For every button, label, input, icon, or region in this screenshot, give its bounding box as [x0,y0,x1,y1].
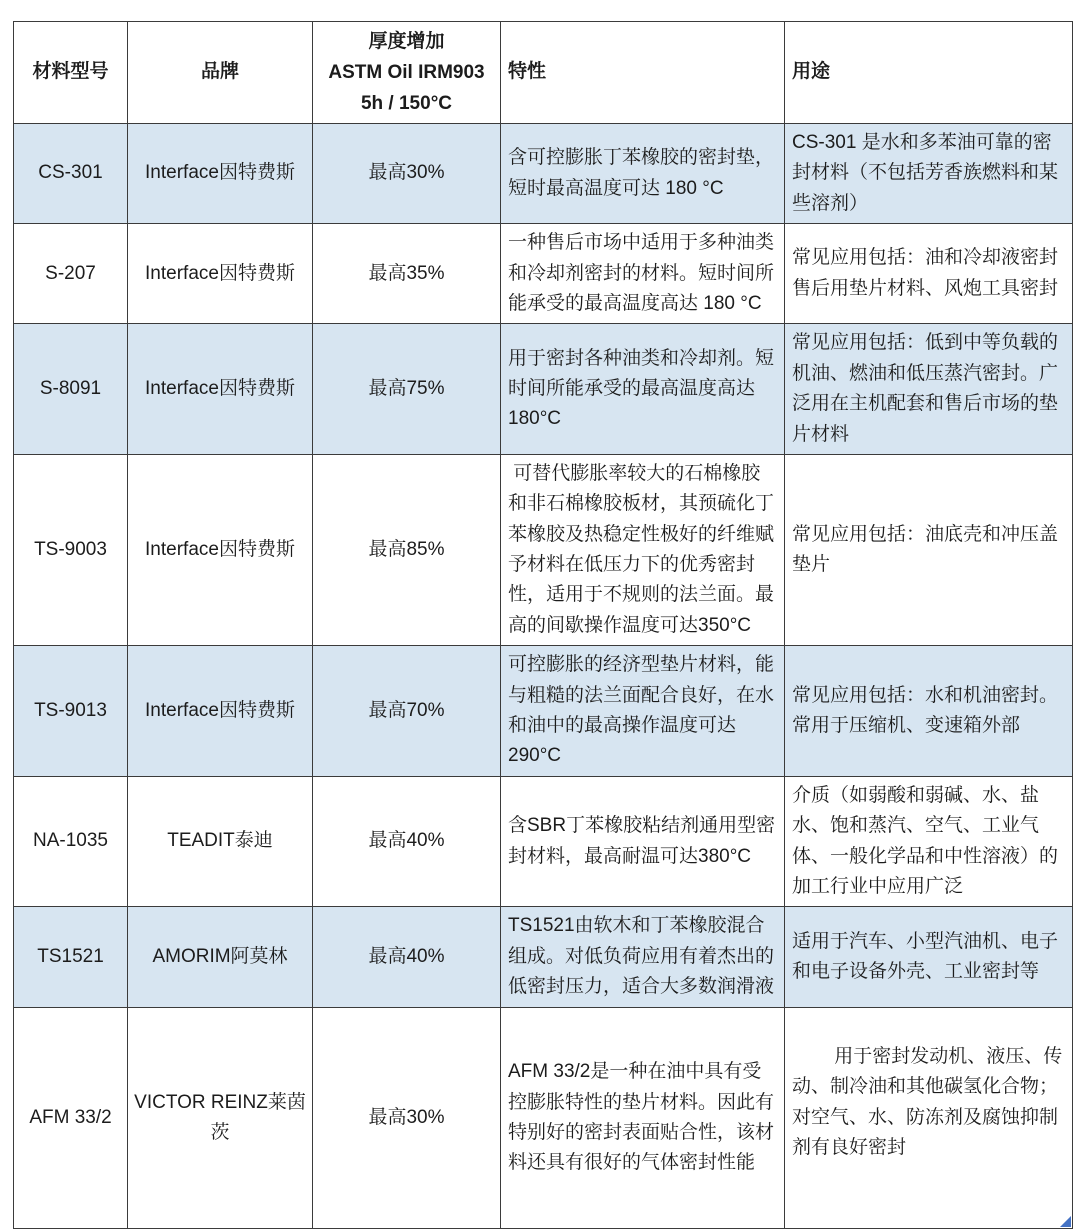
table-row-na1035 [14,776,1073,907]
header-row [14,22,1073,124]
cell-thickness: 最高40% [313,907,501,1007]
table-row-ts1521 [14,907,1073,1007]
table-row-afm332 [14,1007,1073,1229]
cell-brand: VICTOR REINZ莱茵茨 [128,1007,313,1229]
cell-model: CS-301 [14,124,128,224]
cell-model: TS-9013 [14,646,128,777]
cell-feature: 可控膨胀的经济型垫片材料，能与粗糙的法兰面配合良好，在水和油中的最高操作温度可达290°C [501,646,785,777]
cell-feature: 含可控膨胀丁苯橡胶的密封垫，短时最高温度可达 180 °C [501,124,785,224]
header-usage: 用途 [785,22,1073,124]
table-row-s207 [14,224,1073,324]
cell-feature: 可替代膨胀率较大的石棉橡胶和非石棉橡胶板材，其预硫化丁苯橡胶及热稳定性极好的纤维赋予材料在低压力下的优秀密封性，适用于不规则的法兰面。最高的间歇操作温度可达350°C [501,454,785,645]
cell-model: S-207 [14,224,128,324]
header-feature: 特性 [501,22,785,124]
cell-brand: Interface因特费斯 [128,454,313,645]
header-model: 材料型号 [14,22,128,124]
cell-usage: 常见应用包括：油和冷却液密封售后用垫片材料、风炮工具密封 [785,224,1073,324]
cell-thickness: 最高75% [313,324,501,455]
table-row-s8091 [14,324,1073,455]
cell-model: AFM 33/2 [14,1007,128,1229]
table-row-cs301 [14,124,1073,224]
cell-feature: 含SBR丁苯橡胶粘结剂通用型密封材料，最高耐温可达380°C [501,776,785,907]
cell-feature: TS1521由软木和丁苯橡胶混合组成。对低负荷应用有着杰出的低密封压力，适合大多数润滑液 [501,907,785,1007]
cell-thickness: 最高40% [313,776,501,907]
cell-thickness: 最高30% [313,1007,501,1229]
cell-usage: 常见应用包括：水和机油密封。常用于压缩机、变速箱外部 [785,646,1073,777]
cell-usage: CS-301 是水和多苯油可靠的密封材料（不包括芳香族燃料和某些溶剂） [785,124,1073,224]
header-brand: 品牌 [128,22,313,124]
cell-usage: 常见应用包括：低到中等负载的机油、燃油和低压蒸汽密封。广泛用在主机配套和售后市场的垫片材料 [785,324,1073,455]
header-thickness-line1: 厚度增加 [368,31,445,52]
cell-thickness: 最高85% [313,454,501,645]
cell-thickness: 最高35% [313,224,501,324]
header-thickness-line3: 5h / 150°C [360,93,453,114]
cell-brand: Interface因特费斯 [128,124,313,224]
cell-usage: 适用于汽车、小型汽油机、电子和电子设备外壳、工业密封等 [785,907,1073,1007]
cell-brand: Interface因特费斯 [128,646,313,777]
cell-overflow-marker-icon [1060,1216,1071,1227]
header-thickness-line2: ASTM Oil IRM903 [328,62,485,83]
cell-usage-text: 用于密封发动机、液压、传动、制冷油和其他碳氢化合物；对空气、水、防冻剂及腐蚀抑制剂有良好密封 [792,1045,1063,1159]
cell-thickness: 最高70% [313,646,501,777]
cell-thickness: 最高30% [313,124,501,224]
cell-brand: Interface因特费斯 [128,324,313,455]
table-row-ts9013 [14,646,1073,777]
header-thickness [313,22,501,124]
table-row-ts9003 [14,454,1073,645]
cell-model: S-8091 [14,324,128,455]
cell-brand: TEADIT泰迪 [128,776,313,907]
cell-feature: 一种售后市场中适用于多种油类和冷却剂密封的材料。短时间所能承受的最高温度高达 180 °C [501,224,785,324]
cell-feature: 用于密封各种油类和冷却剂。短时间所能承受的最高温度高达 180°C [501,324,785,455]
cell-usage: 常见应用包括：油底壳和冲压盖垫片 [785,454,1073,645]
cell-usage [785,1007,1073,1229]
cell-brand: AMORIM阿莫林 [128,907,313,1007]
cell-model: NA-1035 [14,776,128,907]
cell-feature: AFM 33/2是一种在油中具有受控膨胀特性的垫片材料。因此有特别好的密封表面贴合性，该材料还具有很好的气体密封性能 [501,1007,785,1229]
materials-table [13,21,1073,1229]
cell-brand: Interface因特费斯 [128,224,313,324]
cell-model: TS-9003 [14,454,128,645]
cell-usage: 介质（如弱酸和弱碱、水、盐水、饱和蒸汽、空气、工业气体、一般化学品和中性溶液）的加工行业中应用广泛 [785,776,1073,907]
cell-model: TS1521 [14,907,128,1007]
materials-table-container [13,21,1073,1229]
